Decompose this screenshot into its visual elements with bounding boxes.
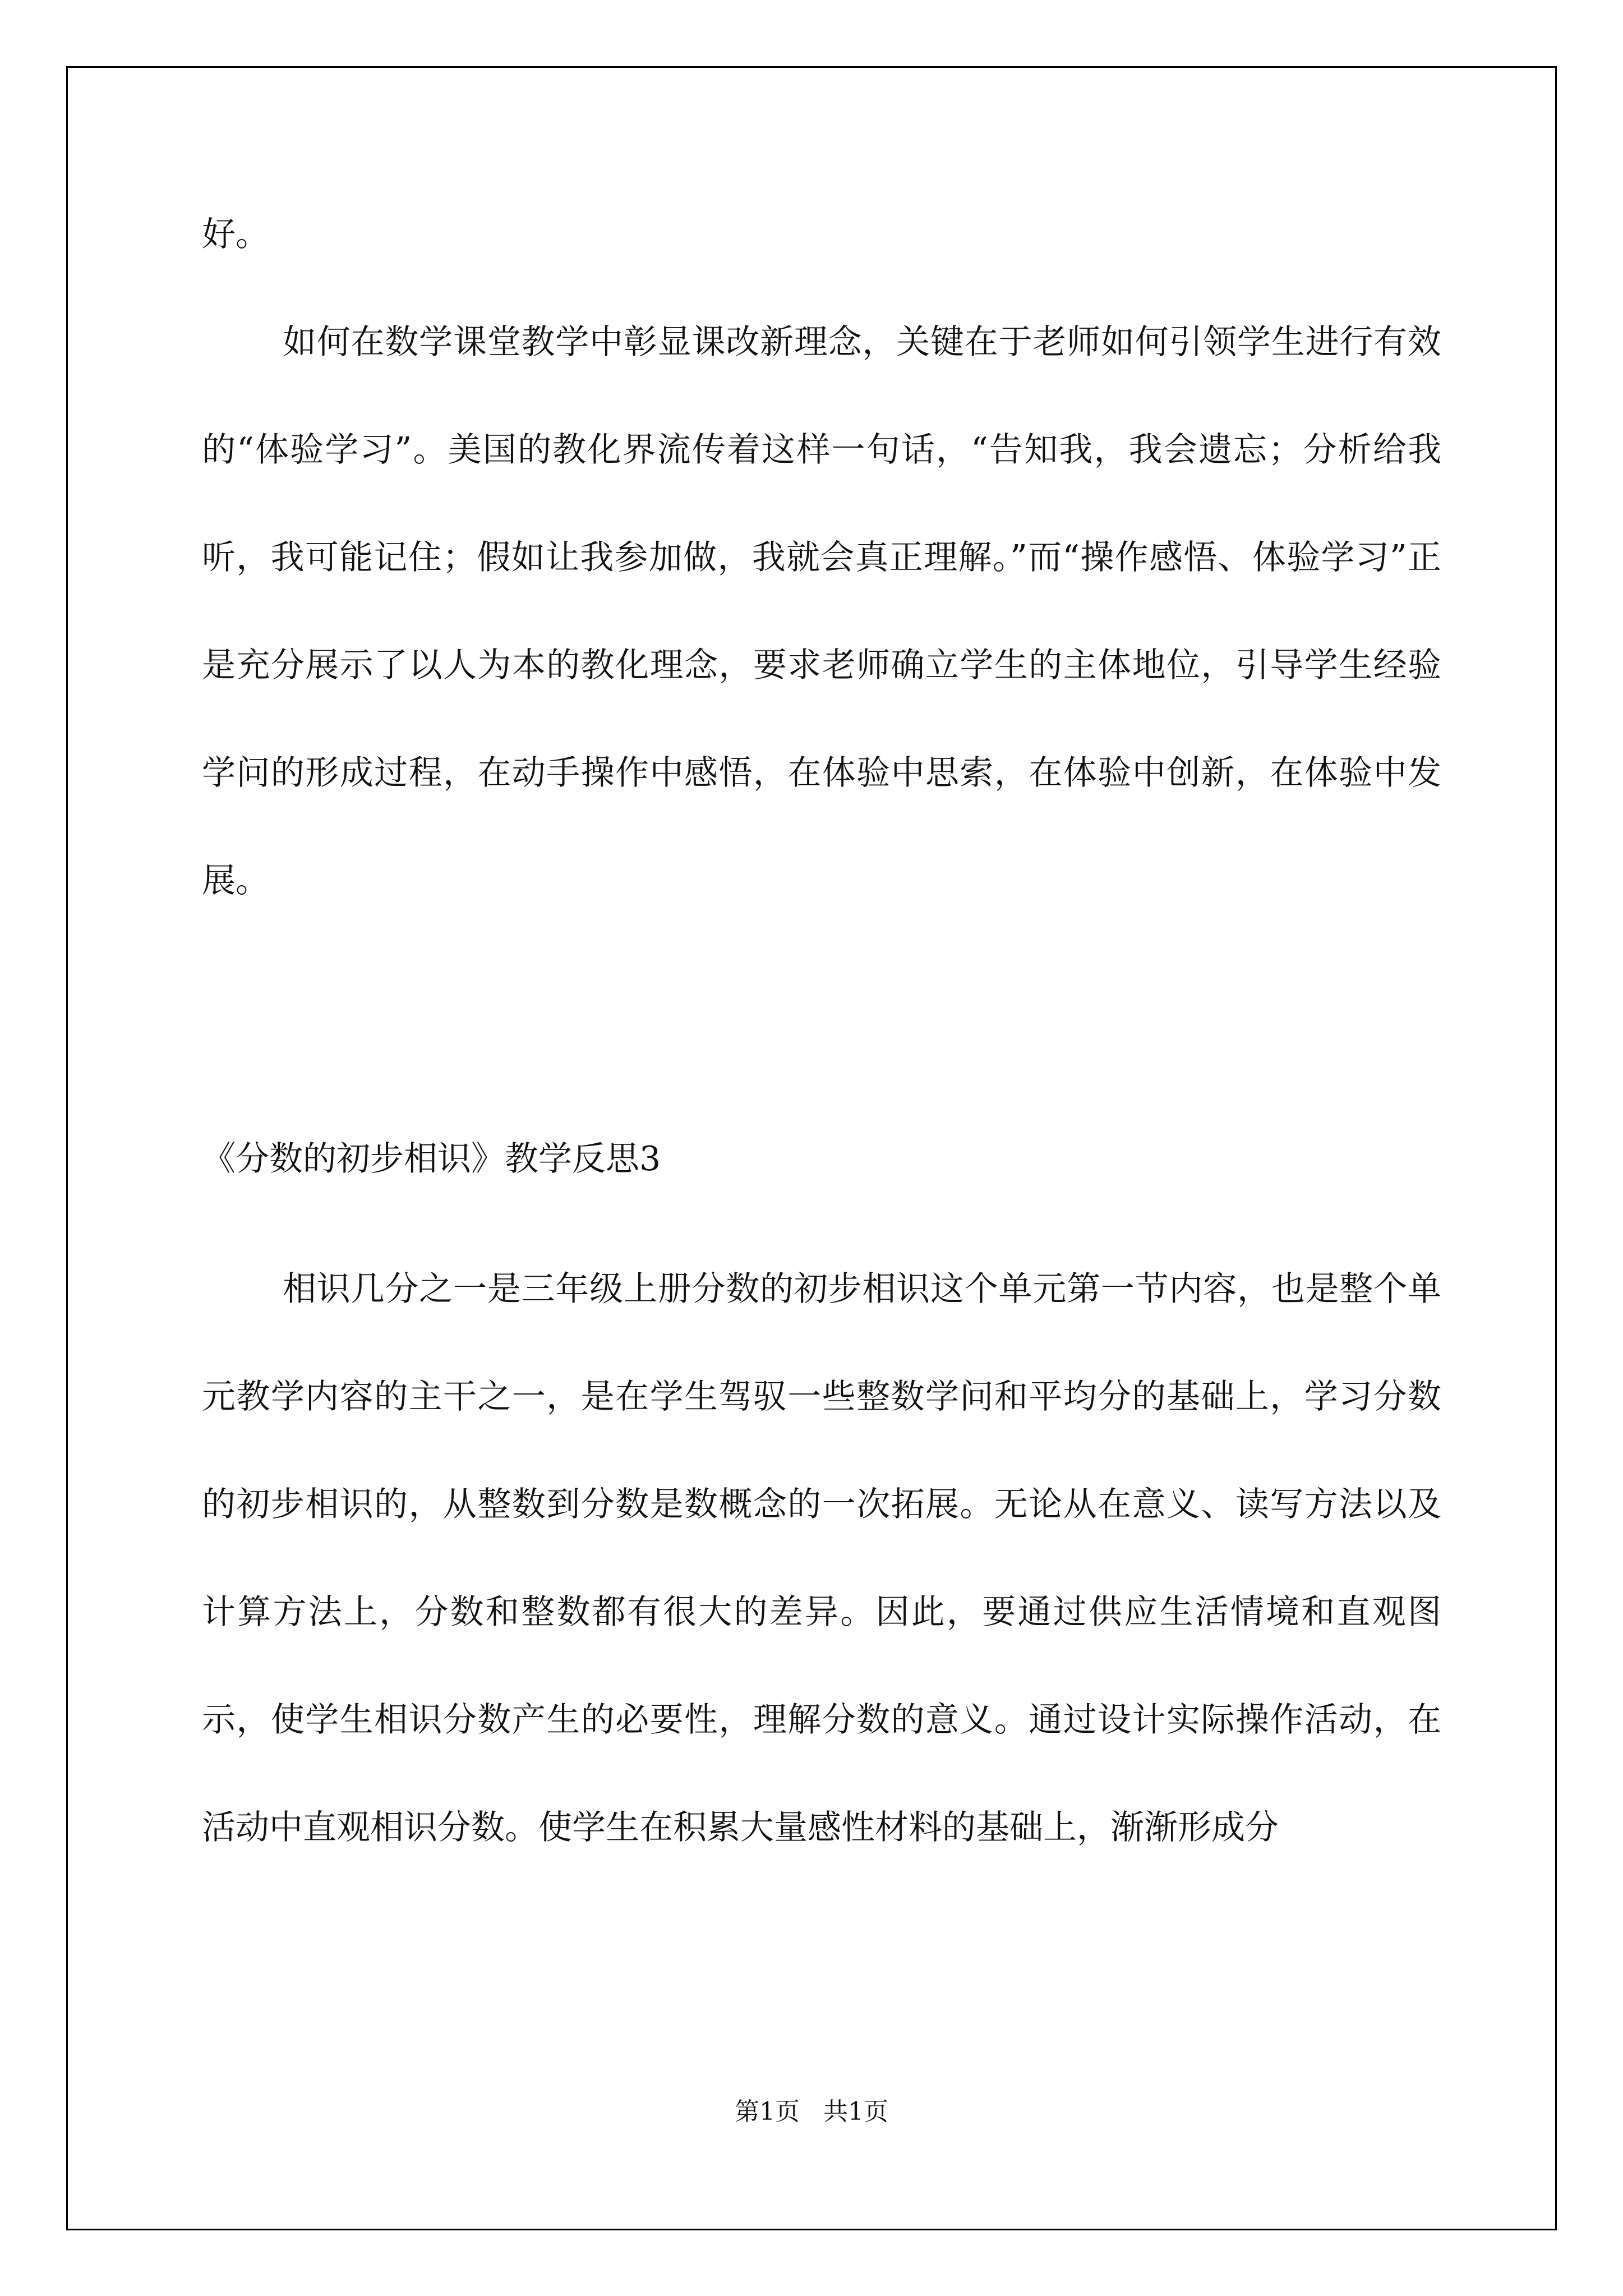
paragraph-experiential-learning: 如何在数学课堂教学中彰显课改新理念，关键在于老师如何引领学生进行有效的“体验学习”。美国的教化界流传着这样一句话，“告知我，我会遗忘；分析给我听，我可能记住；假如让我参加做，我就会真正理解。”而“操作感悟、体验学习”正是充分展示了以人为本的教化理念，要求老师确立学生的主体地位，引导学生经验学问的形成过程，在动手操作中感悟，在体验中思索，在体验中创新，在体验中发展。 bbox=[202, 323, 1441, 900]
paragraph-continuation: 好。 bbox=[202, 215, 269, 254]
page-footer: 第1页 共1页 bbox=[735, 2097, 888, 2126]
section-title: 《分数的初步相识》教学反思3 bbox=[202, 1139, 661, 1179]
paragraph-fractions-intro: 相识几分之一是三年级上册分数的初步相识这个单元第一节内容，也是整个单元教学内容的主干之一，是在学生驾驭一些整数学问和平均分的基础上，学习分数的初步相识的，从整数到分数是数概念的一次拓展。无论从在意义、读写方法以及计算方法上，分数和整数都有很大的差异。因此，要通过供应生活情境和直观图示，使学生相识分数产生的必要性，理解分数的意义。通过设计实际操作活动，在活动中直观相识分数。使学生在积累大量感性材料的基础上，渐渐形成分 bbox=[202, 1269, 1441, 1847]
